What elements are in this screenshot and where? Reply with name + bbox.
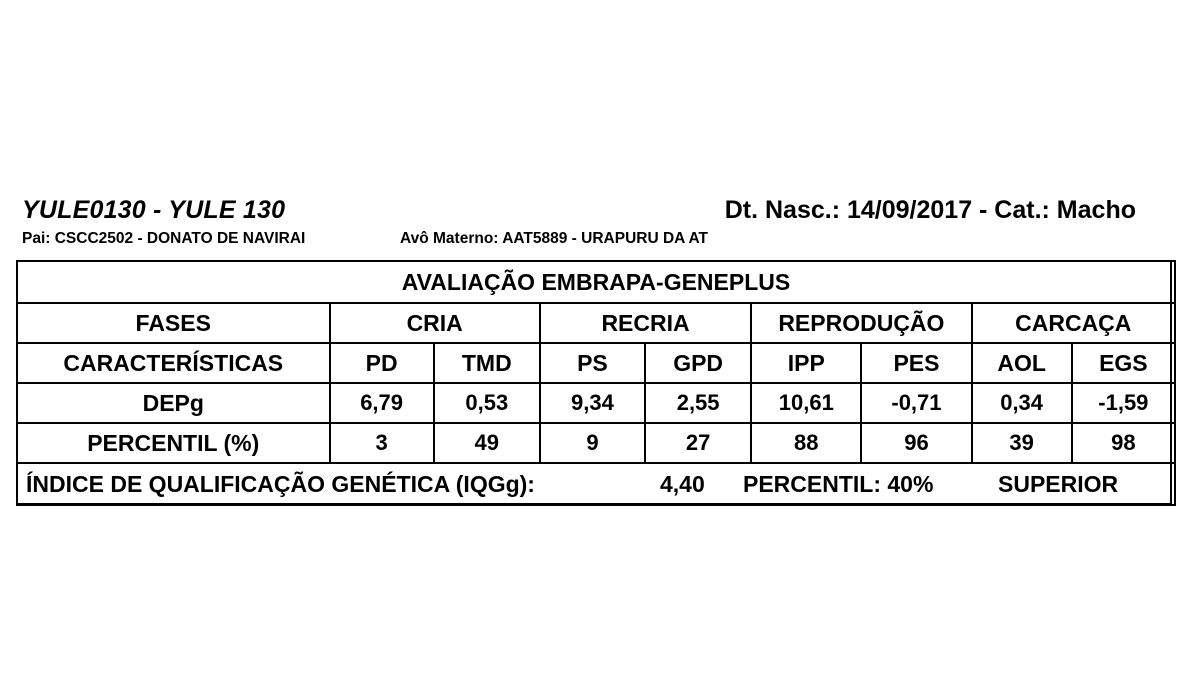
row-label-depg: DEPg [17, 383, 330, 423]
percentil-gpd: 27 [645, 423, 751, 463]
percentil-ps: 9 [540, 423, 645, 463]
animal-id: YULE0130 - YULE 130 [22, 196, 286, 224]
group-cria: CRIA [330, 303, 540, 343]
traits-row [17, 343, 1175, 383]
percentil-pd: 3 [330, 423, 434, 463]
maternal-grandsire-info: Avô Materno: AAT5889 - URAPURU DA AT [400, 230, 709, 247]
table-row [17, 383, 1175, 423]
percentil-pes: 96 [861, 423, 971, 463]
group-carcaca: CARCAÇA [972, 303, 1175, 343]
trait-pd: PD [330, 343, 434, 383]
percentil-egs: 98 [1072, 423, 1175, 463]
trait-tmd: TMD [434, 343, 540, 383]
depg-gpd: 2,55 [645, 383, 751, 423]
depg-ps: 9,34 [540, 383, 645, 423]
iqg-label: ÍNDICE DE QUALIFICAÇÃO GENÉTICA (IQGg): [26, 471, 535, 497]
iqg-classification: SUPERIOR [998, 471, 1119, 497]
iqg-percentile: PERCENTIL: 40% [743, 471, 934, 497]
trait-aol: AOL [972, 343, 1072, 383]
iqg-content [18, 464, 1174, 504]
animal-header-bottom-row [16, 228, 1176, 252]
group-recria: RECRIA [540, 303, 751, 343]
depg-aol: 0,34 [972, 383, 1072, 423]
phase-group-row [17, 303, 1175, 343]
iqg-cell [17, 463, 1175, 505]
depg-tmd: 0,53 [434, 383, 540, 423]
characteristics-label: CARACTERÍSTICAS [17, 343, 330, 383]
trait-gpd: GPD [645, 343, 751, 383]
row-label-percentil: PERCENTIL (%) [17, 423, 330, 463]
phases-label: FASES [17, 303, 330, 343]
genetic-evaluation-table [16, 260, 1176, 506]
animal-header-top-row [16, 196, 1176, 228]
report-sheet [16, 0, 1176, 700]
trait-ps: PS [540, 343, 645, 383]
table-row [17, 423, 1175, 463]
depg-egs: -1,59 [1072, 383, 1175, 423]
birth-date-category: Dt. Nasc.: 14/09/2017 - Cat.: Macho [724, 196, 1136, 224]
table-title-row [17, 261, 1175, 303]
depg-pes: -0,71 [861, 383, 971, 423]
trait-ipp: IPP [751, 343, 861, 383]
sire-info: Pai: CSCC2502 - DONATO DE NAVIRAI [22, 230, 306, 247]
iqg-value: 4,40 [660, 471, 705, 497]
animal-header [16, 196, 1176, 256]
iqg-row [17, 463, 1175, 505]
depg-pd: 6,79 [330, 383, 434, 423]
trait-pes: PES [861, 343, 971, 383]
percentil-tmd: 49 [434, 423, 540, 463]
trait-egs: EGS [1072, 343, 1175, 383]
percentil-aol: 39 [972, 423, 1072, 463]
group-reproducao: REPRODUÇÃO [751, 303, 971, 343]
table-title: AVALIAÇÃO EMBRAPA-GENEPLUS [17, 261, 1175, 303]
depg-ipp: 10,61 [751, 383, 861, 423]
percentil-ipp: 88 [751, 423, 861, 463]
